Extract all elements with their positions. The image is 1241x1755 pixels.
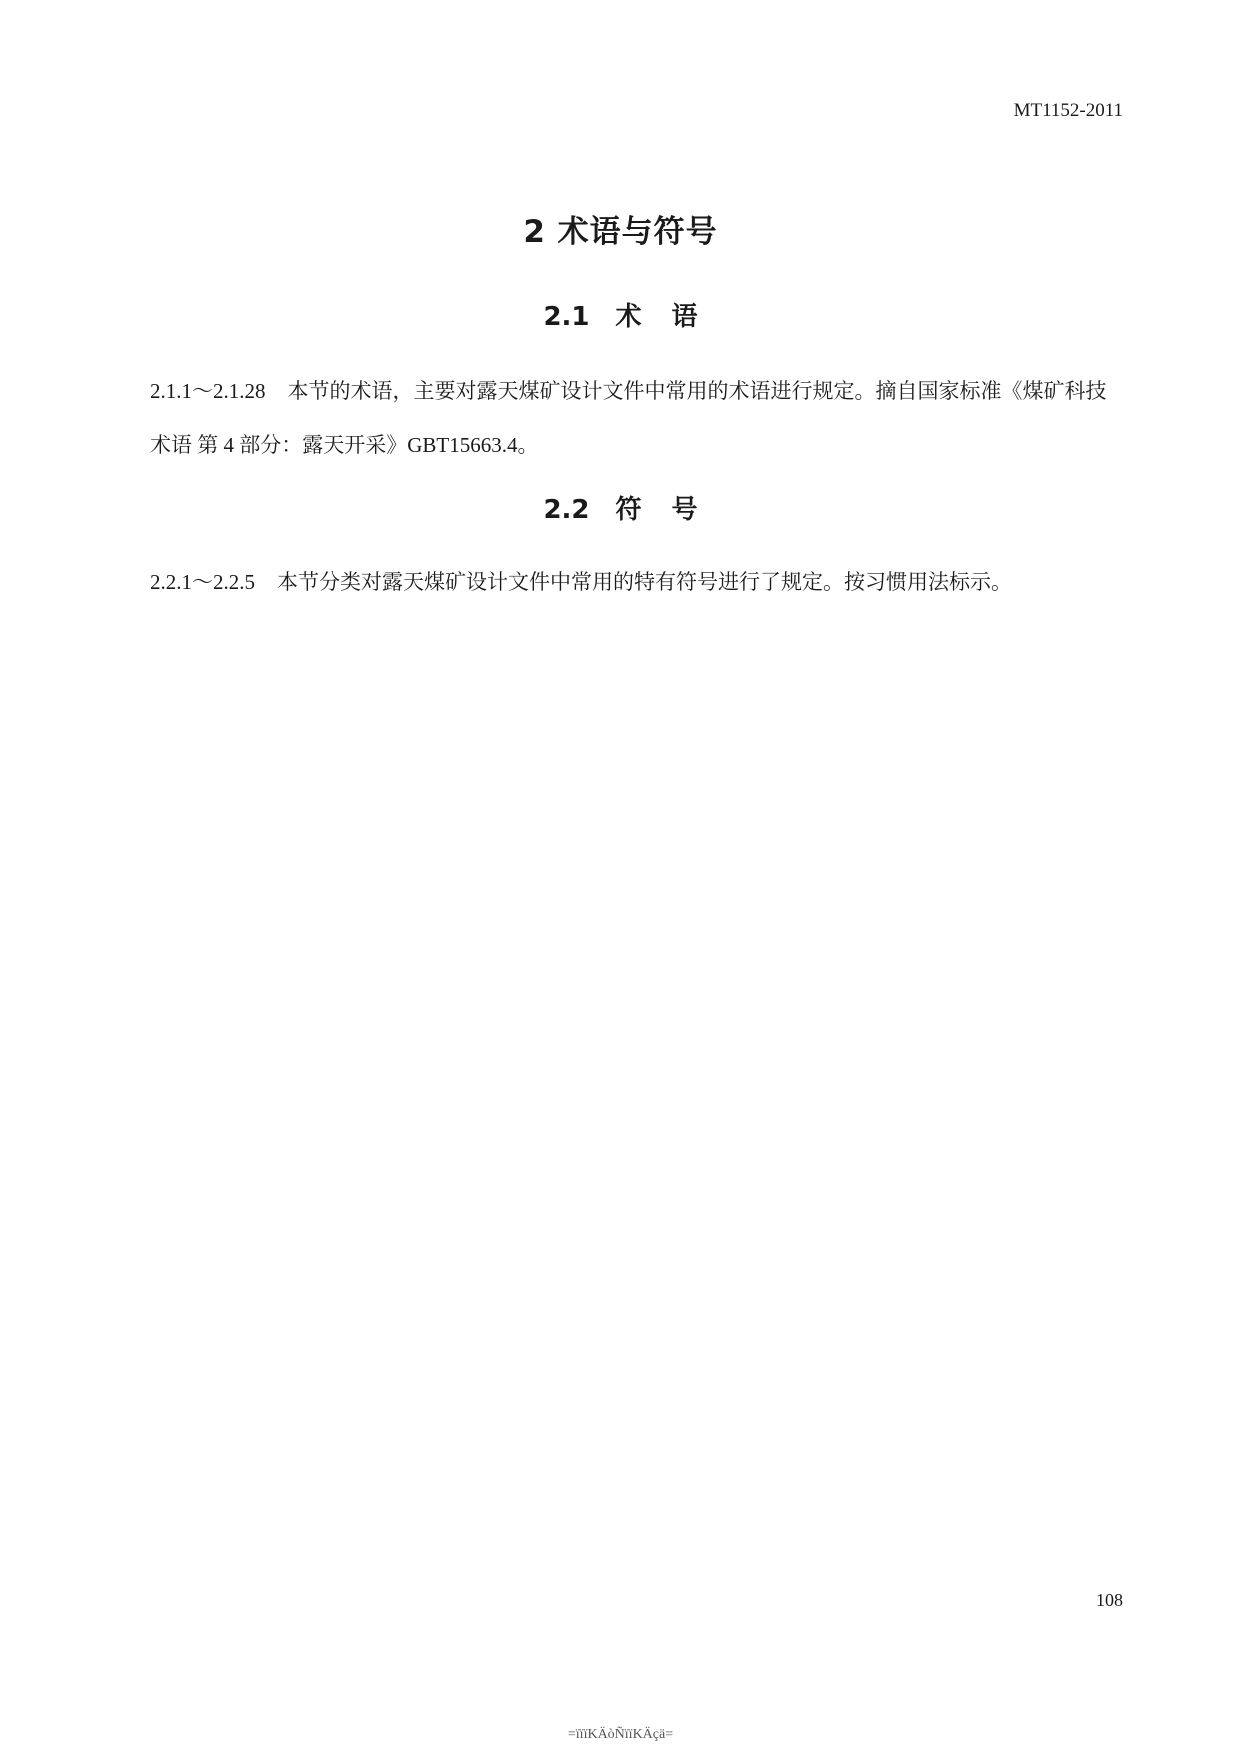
section-heading-2-2 xyxy=(0,489,1241,526)
paragraph-text: 本节的术语，主要对露天煤矿设计文件中常用的术语进行规定。摘自国家标准《煤矿科技术语 第 4 部分：露天开采》GBT15663.4。 xyxy=(150,379,1107,457)
chapter-title: 2 术语与符号 xyxy=(523,214,718,250)
page-number: 108 xyxy=(1096,1590,1123,1610)
footer-watermark: =ïïïKÄòÑïïKÄçä= xyxy=(567,1727,674,1742)
section-paragraph-2-2 xyxy=(150,555,1123,609)
clause-reference: 2.1.1～2.1.28 xyxy=(150,379,266,403)
paragraph-text: 本节分类对露天煤矿设计文件中常用的特有符号进行了规定。按习惯用法标示。 xyxy=(277,570,1012,594)
section-paragraph-2-1 xyxy=(150,364,1123,472)
section-title: 术语 xyxy=(615,302,728,332)
section-number: 2.2 xyxy=(543,495,590,525)
section-title: 符号 xyxy=(615,495,728,525)
section-heading-2-1 xyxy=(0,296,1241,333)
section-number: 2.1 xyxy=(543,302,590,332)
document-code: MT1152-2011 xyxy=(1013,100,1123,121)
clause-reference: 2.2.1～2.2.5 xyxy=(150,570,255,594)
